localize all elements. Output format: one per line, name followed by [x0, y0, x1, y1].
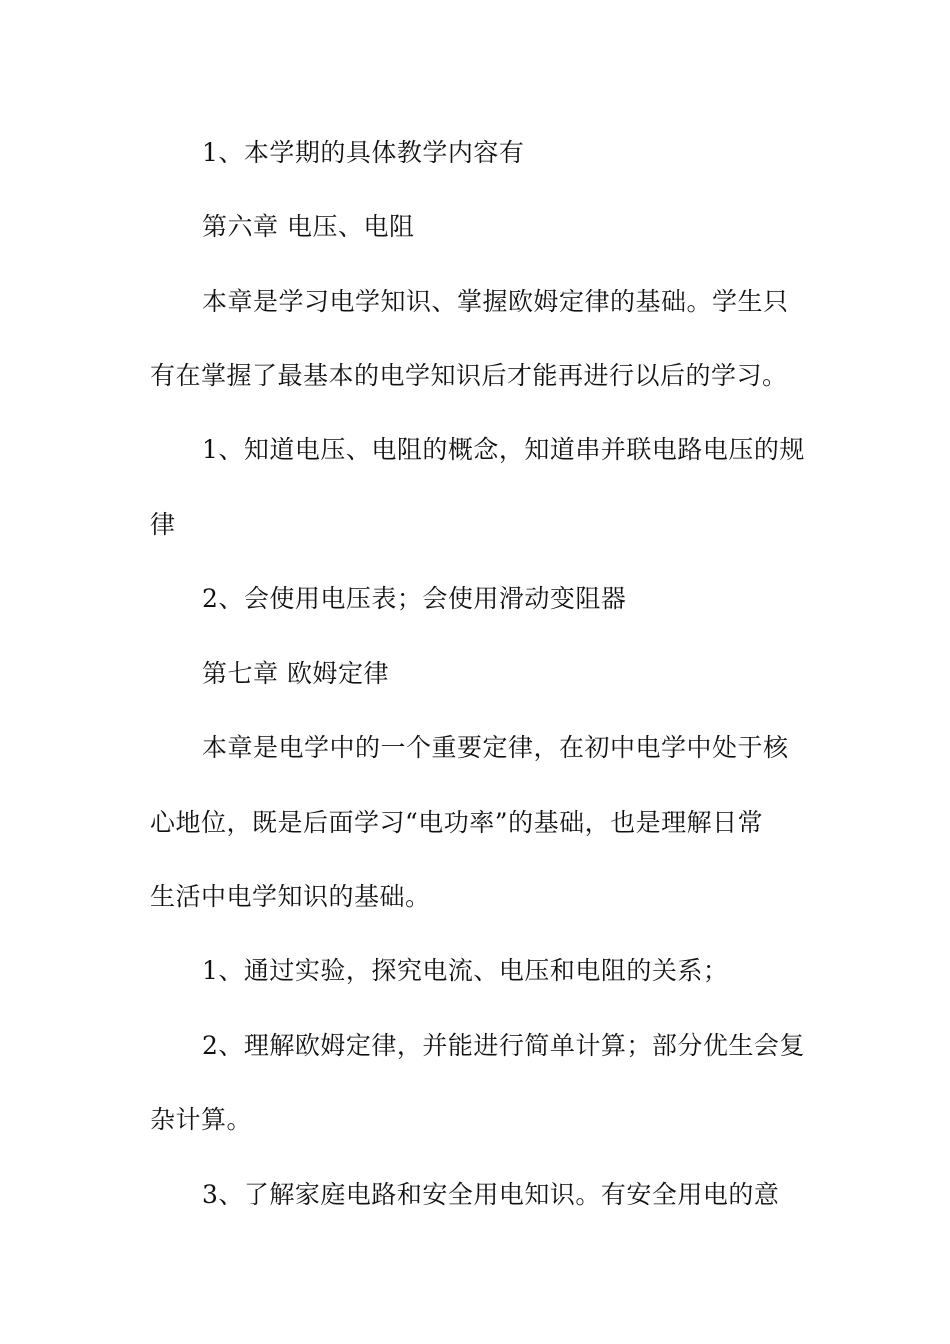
chapter-6-goal-1-line-1: 1、知道电压、电阻的概念，知道串并联电路电压的规 — [202, 435, 805, 464]
chapter-6-summary-line-1: 本章是学习电学知识、掌握欧姆定律的基础。学生只 — [202, 287, 789, 316]
chapter-7-goal-2-line-1: 2、理解欧姆定律，并能进行简单计算；部分优生会复 — [202, 1031, 805, 1060]
chapter-6-goal-2: 2、会使用电压表；会使用滑动变阻器 — [202, 584, 627, 613]
chapter-7-summary-line-2: 心地位，既是后面学习“电功率”的基础，也是理解日常 — [150, 808, 764, 837]
list-item-content-intro: 1、本学期的具体教学内容有 — [202, 138, 525, 167]
chapter-7-goal-1: 1、通过实验，探究电流、电压和电阻的关系； — [202, 956, 729, 985]
chapter-6-heading: 第六章 电压、电阻 — [202, 212, 415, 241]
chapter-7-heading: 第七章 欧姆定律 — [202, 659, 389, 688]
chapter-7-goal-3-line-1: 3、了解家庭电路和安全用电知识。有安全用电的意 — [202, 1180, 780, 1209]
chapter-7-summary-line-1: 本章是电学中的一个重要定律，在初中电学中处于核 — [202, 733, 789, 762]
chapter-6-summary-line-2: 有在掌握了最基本的电学知识后才能再进行以后的学习。 — [150, 361, 788, 390]
chapter-7-goal-2-line-2: 杂计算。 — [150, 1105, 253, 1134]
chapter-6-goal-1-line-2: 律 — [150, 510, 176, 539]
chapter-7-summary-line-3: 生活中电学知识的基础。 — [150, 882, 431, 911]
